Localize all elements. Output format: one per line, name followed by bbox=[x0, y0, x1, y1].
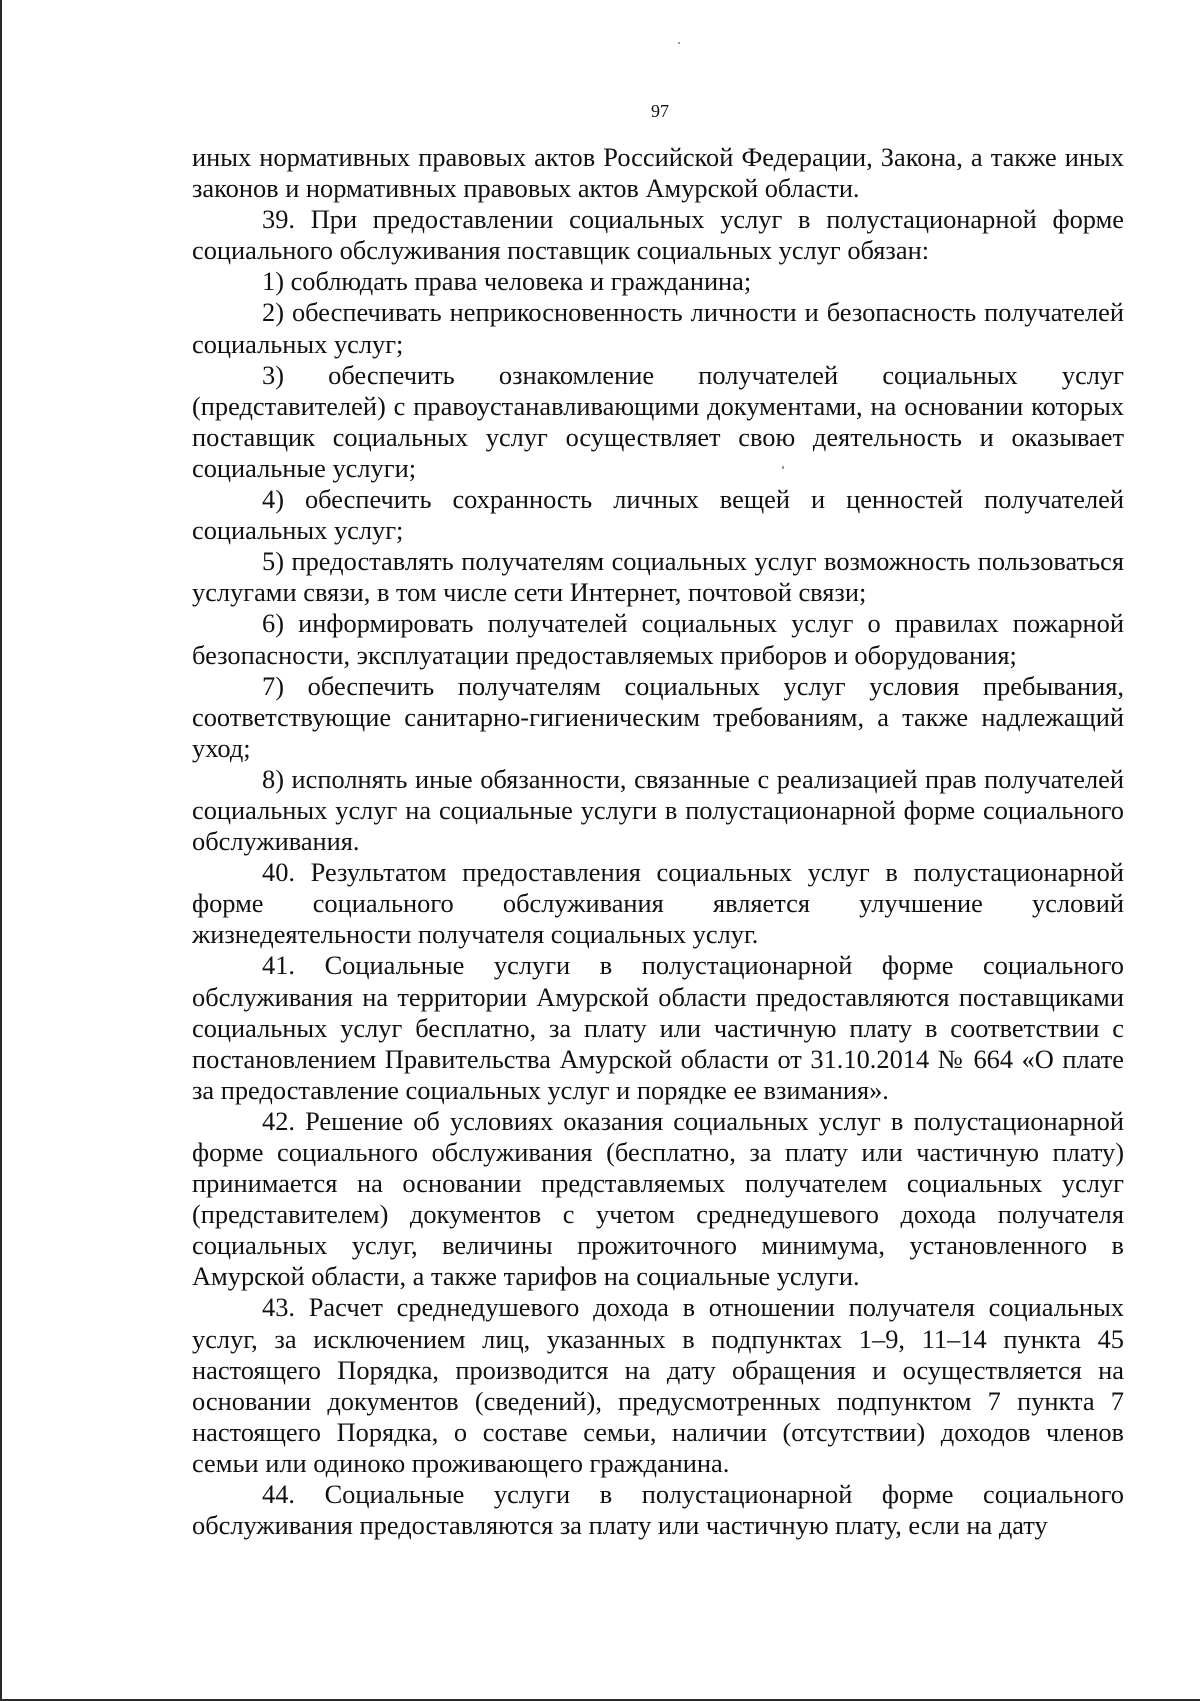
scan-left-edge bbox=[0, 0, 2, 1701]
list-item-7: 7) обеспечить получателям социальных услуг условия пребывания, соответствующие санитарно-гигиеническим требованиям, а также надлежащий уход; bbox=[192, 670, 1124, 763]
paragraph-43: 43. Расчет среднедушевого дохода в отношении получателя социальных услуг, за исключением лиц, указанных в подпунктах 1–9, 11–14 пункта 45 настоящего Порядка, производится на дату обращения и осуществляется на основании документов (сведений), предусмотренных подпунктом 7 пункта 7 настоящего Порядка, о составе семьи, наличии (отсутствии) доходов членов семьи или одиноко проживающего гражданина. bbox=[192, 1292, 1124, 1478]
list-item-1: 1) соблюдать права человека и гражданина; bbox=[262, 266, 752, 297]
page-number: 97 bbox=[651, 101, 669, 121]
list-item-2: 2) обеспечивать неприкосновенность личности и безопасность получателей социальных услуг; bbox=[192, 297, 1124, 359]
paragraph-40: 40. Результатом предоставления социальных услуг в полустационарной форме социального обслуживания является улучшение условий жизнедеятельности получателя социальных услуг. bbox=[192, 857, 1124, 950]
paragraph-continuation: иных нормативных правовых актов Российской Федерации, Закона, а также иных законов и нормативных правовых актов Амурской области. bbox=[192, 142, 1124, 204]
list-item-5: 5) предоставлять получателям социальных услуг возможность пользоваться услугами связи, в том числе сети Интернет, почтовой связи; bbox=[192, 546, 1124, 608]
paragraph-44: 44. Социальные услуги в полустационарной форме социального обслуживания предоставляются за плату или частичную плату, если на дату bbox=[192, 1479, 1124, 1541]
list-item-4: 4) обеспечить сохранность личных вещей и ценностей получателей социальных услуг; bbox=[192, 484, 1124, 546]
paragraph-41: 41. Социальные услуги в полустационарной форме социального обслуживания на территории Амурской области предоставляются поставщиками социальных услуг бесплатно, за плату или частичную плату в соответствии с постановлением Правительства Амурской области от 31.10.2014 № 664 «О плате за предоставление социальных услуг и порядке ее взимания». bbox=[192, 950, 1124, 1105]
document-body bbox=[192, 142, 1124, 1541]
paragraph-39: 39. При предоставлении социальных услуг в полустационарной форме социального обслуживания поставщик социальных услуг обязан: bbox=[192, 204, 1124, 266]
scan-speck bbox=[678, 42, 680, 44]
list-item-8: 8) исполнять иные обязанности, связанные с реализацией прав получателей социальных услуг на социальные услуги в полустационарной форме социального обслуживания. bbox=[192, 763, 1124, 857]
paragraph-42: 42. Решение об условиях оказания социальных услуг в полустационарной форме социального обслуживания (бесплатно, за плату или частичную плату) принимается на основании представляемых получателем социальных услуг (представителем) документов с учетом среднедушевого дохода получателя социальных услуг, величины прожиточного минимума, установленного в Амурской области, а также тарифов на социальные услуги. bbox=[192, 1105, 1124, 1292]
list-item-3: 3) обеспечить ознакомление получателей социальных услуг (представителей) с правоустанавливающими документами, на основании которых поставщик социальных услуг осуществляет свою деятельность и оказывает социальные услуги; bbox=[192, 359, 1124, 483]
list-item-6: 6) информировать получателей социальных услуг о правилах пожарной безопасности, эксплуатации предоставляемых приборов и оборудования; bbox=[192, 608, 1124, 670]
